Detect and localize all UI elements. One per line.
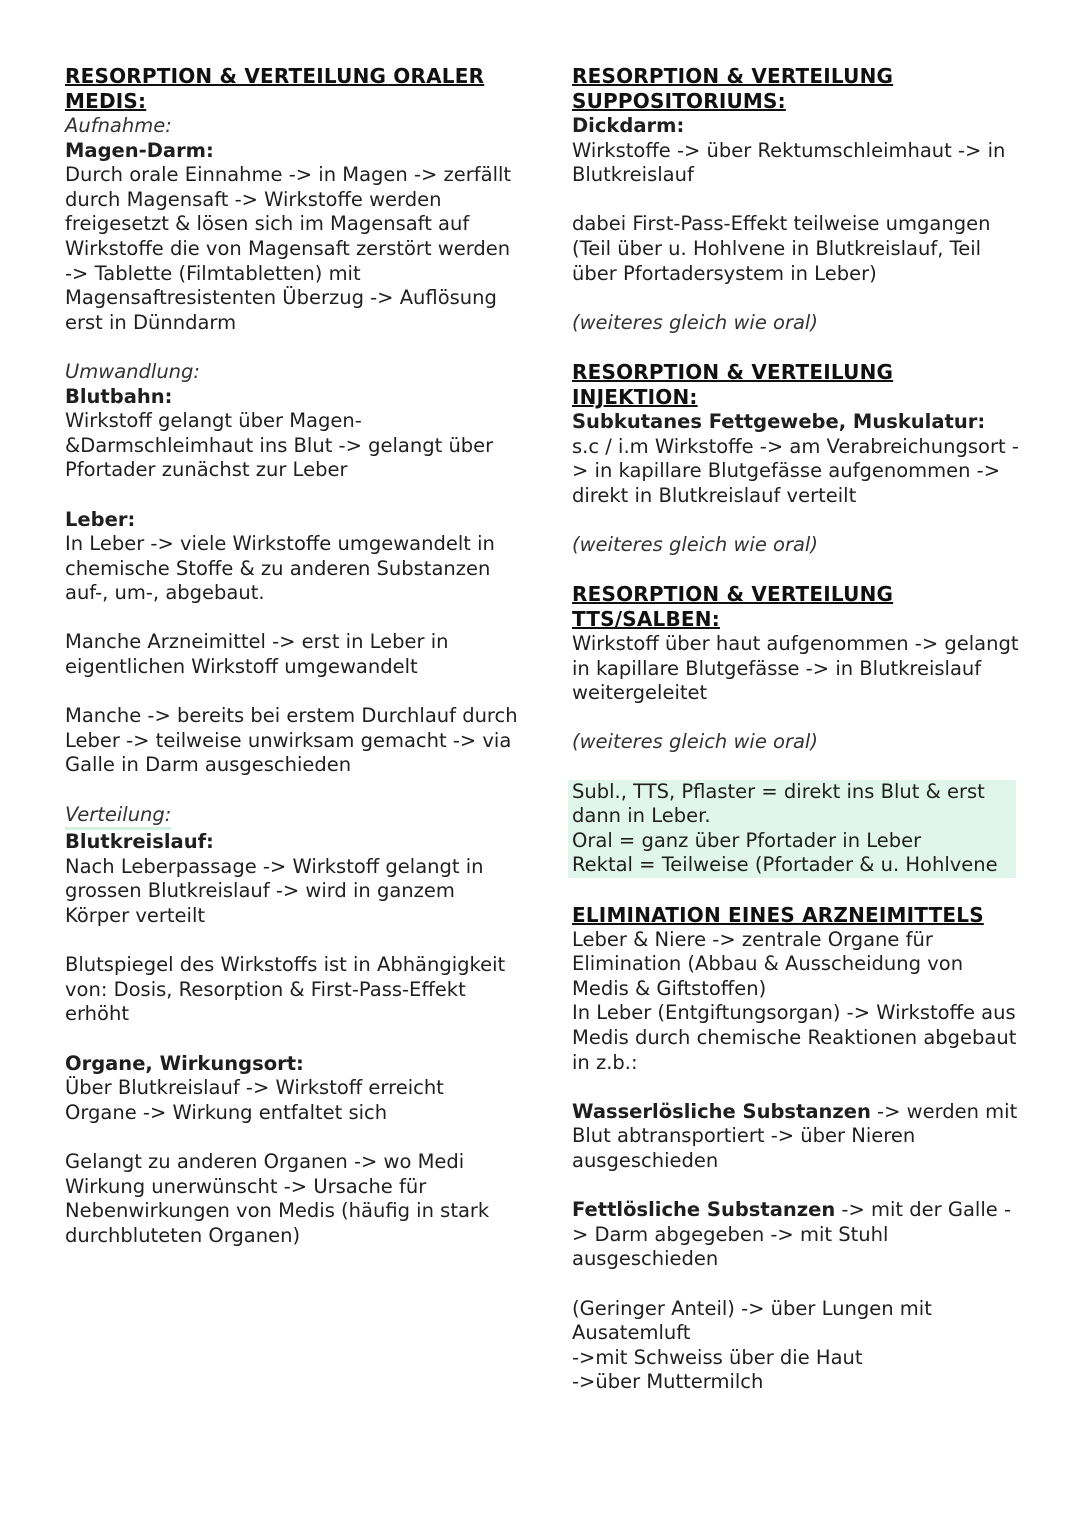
aufnahme-label: Aufnahme: — [65, 114, 172, 137]
supp-text-1: Wirkstoffe -> über Rektumschleimhaut -> in Blutkreislauf — [572, 138, 1006, 187]
oral-section-title: RESORPTION & VERTEILUNG ORALER MEDIS: — [65, 64, 485, 113]
injektion-note: (weiteres gleich wie oral) — [572, 532, 818, 556]
tts-text: Wirkstoff über haut aufgenommen -> gelangt in kapillare Blutgefässe -> in Blutkreislauf weitergeleitet — [572, 632, 1019, 705]
wasserloeslich-paragraph — [572, 1100, 1022, 1174]
wasserloeslich-text: -> werden mit Blut abtransportiert -> über Nieren ausgeschieden — [572, 1099, 1018, 1172]
injektion-section-title: RESORPTION & VERTEILUNG INJEKTION: — [572, 359, 894, 409]
tts-section-title: RESORPTION & VERTEILUNG TTS/SALBEN: — [572, 582, 894, 632]
summary-line-2: Oral = ganz über Pfortader in Leber — [572, 828, 922, 852]
umwandlung-label: Umwandlung: — [65, 359, 200, 383]
injektion-heading: Subkutanes Fettgewebe, Muskulatur: — [572, 409, 986, 433]
aufnahme-text: Durch orale Einnahme -> in Magen -> zerfällt durch Magensaft -> Wirkstoffe werden freigesetzt & lösen sich im Magensaft auf Wirkstoffe die von Magensaft zerstört werden -> Tablette (Filmtabletten) mit Magensaftresistenten Überzug -> Auflösung erst in Dünndarm — [65, 163, 512, 334]
injektion-text: s.c / i.m Wirkstoffe -> am Verabreichungsort -> in kapillare Blutgefässe aufgenommen -> direkt in Blutkreislauf verteilt — [572, 434, 1019, 507]
leber-text-1: In Leber -> viele Wirkstoffe umgewandelt in chemische Stoffe & zu anderen Substanzen auf-, um-, abgebaut. — [65, 532, 495, 605]
elimination-section-title: ELIMINATION EINES ARZNEIMITTELS — [572, 902, 984, 927]
elimination-rest-2: ->mit Schweiss über die Haut — [572, 1345, 863, 1369]
summary-line-3: Rektal = Teilweise (Pfortader & u. Hohlvene — [572, 853, 998, 877]
fettloeslich-heading: Fettlösliche Substanzen — [572, 1198, 836, 1222]
leber-text-2: Manche Arzneimittel -> erst in Leber in eigentlichen Wirkstoff umgewandelt — [65, 630, 449, 679]
tts-note: (weiteres gleich wie oral) — [572, 730, 818, 754]
verteilung-text-1: Nach Leberpassage -> Wirkstoff gelangt in grossen Blutkreislauf -> wird in ganzem Körper verteilt — [65, 854, 484, 927]
organe-text-1: Über Blutkreislauf -> Wirkstoff erreicht Organe -> Wirkung entfaltet sich — [65, 1076, 444, 1124]
supp-text-2: dabei First-Pass-Effekt teilweise umgangen (Teil über u. Hohlvene in Blutkreislauf, Teil über Pfortadersystem in Leber) — [572, 212, 991, 285]
dickdarm-heading: Dickdarm: — [572, 114, 685, 137]
wasserloeslich-heading: Wasserlösliche Substanzen — [572, 1099, 871, 1123]
elimination-text-1: Leber & Niere -> zentrale Organe für Elimination (Abbau & Ausscheidung von Medis & Giftstoffen) — [572, 927, 964, 1000]
blutbahn-text: Wirkstoff gelangt über Magen- &Darmschleimhaut ins Blut -> gelangt über Pfortader zunächst zur Leber — [65, 409, 494, 482]
summary-highlight-box — [568, 780, 1016, 878]
fettloeslich-text: -> mit der Galle -> Darm abgegeben -> mit Stuhl ausgeschieden — [572, 1198, 1011, 1271]
left-column — [65, 64, 520, 1248]
leber-text-3: Manche -> bereits bei erstem Durchlauf durch Leber -> teilweise unwirksam gemacht -> via Galle in Darm ausgeschieden — [65, 704, 518, 777]
blutbahn-heading: Blutbahn: — [65, 384, 173, 408]
supp-section-title: RESORPTION & VERTEILUNG SUPPOSITORIUMS: — [572, 64, 894, 113]
verteilung-text-2: Blutspiegel des Wirkstoffs ist in Abhängigkeit von: Dosis, Resorption & First-Pass-Effekt erhöht — [65, 953, 506, 1026]
magen-darm-heading: Magen-Darm: — [65, 138, 214, 162]
organe-heading: Organe, Wirkungsort: — [65, 1051, 304, 1075]
supp-note: (weiteres gleich wie oral) — [572, 310, 818, 334]
blutkreislauf-heading: Blutkreislauf: — [65, 830, 214, 854]
verteilung-label: Verteilung: — [65, 803, 171, 831]
summary-line-1: Subl., TTS, Pflaster = direkt ins Blut & erst dann in Leber. — [572, 779, 985, 828]
elimination-rest-3: ->über Muttermilch — [572, 1370, 764, 1394]
organe-text-2: Gelangt zu anderen Organen -> wo Medi Wirkung unerwünscht -> Ursache für Nebenwirkungen von Medis (häufig in stark durchbluteten Organen) — [65, 1149, 490, 1247]
right-column — [572, 64, 1022, 1395]
elimination-rest-1: (Geringer Anteil) -> über Lungen mit Ausatemluft — [572, 1296, 932, 1345]
elimination-text-2: In Leber (Entgiftungsorgan) -> Wirkstoffe aus Medis durch chemische Reaktionen abgebaut in z.b.: — [572, 1001, 1017, 1074]
leber-heading: Leber: — [65, 507, 136, 531]
fettloeslich-paragraph — [572, 1198, 1022, 1272]
